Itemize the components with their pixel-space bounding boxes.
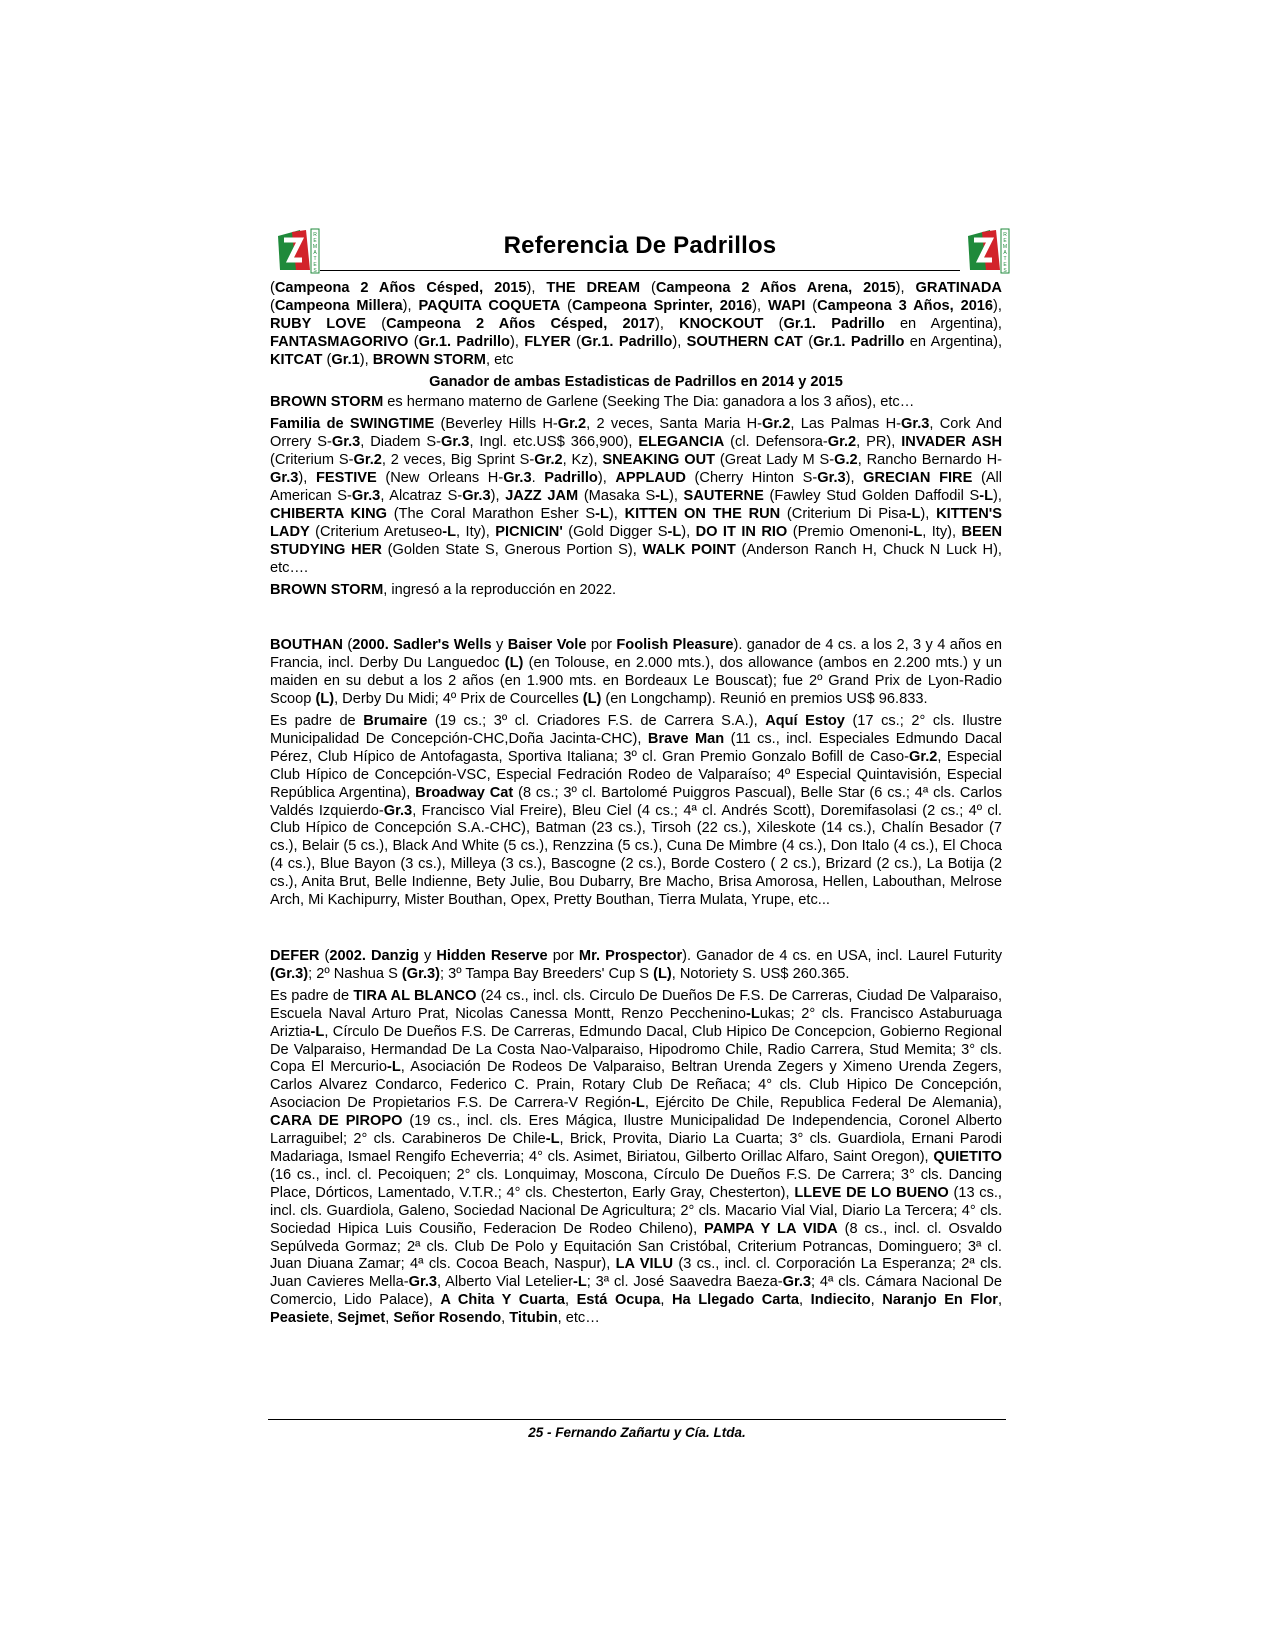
svg-text:R: R bbox=[1003, 232, 1007, 238]
zl-remates-logo-icon bbox=[960, 226, 1010, 276]
svg-text:E: E bbox=[313, 238, 317, 244]
intro-paragraph-5: BROWN STORM, ingresó a la reproducción en 2022. bbox=[270, 581, 617, 598]
svg-text:A: A bbox=[1003, 250, 1007, 256]
document-body bbox=[270, 280, 1002, 1332]
defer-paragraph-2: Es padre de TIRA AL BLANCO (24 cs., incl. cls. Circulo De Dueños De F.S. De Carreras, Ciudad De Valparaiso, Escuela Naval Arturo Prat, Nicolas Canessa Montt, Renzo Pecchenino-Lukas; 2° cls. Francisco Astaburuaga Ariztia-L, Círculo De Dueños F.S. De Carreras, Edmundo Dacal, Club Hipico De Concepcion, Gobierno Regional De Valparaiso, Hermandad De La Costa Nao-Valparaiso, Hipodromo Chile, Radio Carrera, Stud Memita; 3° cls. Copa El Mercurio-L, Asociación De Rodeos De Valparaiso, Beltran Urenda Zegers y Ximeno Urenda Zegers, Carlos Alvarez Condarco, Federico C. Prain, Rotary Club De Reñaca; 4° cls. Club Hipico De Concepción, Asociacion De Propietarios F.S. De Carrera-V Región-L, Ejército De Chile, Republica Federal De Alemania), CARA DE PIROPO (19 cs., incl. cls. Eres Mágica, Ilustre Municipalidad De Independencia, Coronel Alberto Larraguibel; 2° cls. Carabineros De Chile-L, Brick, Provita, Diario La Cuarta; 3° cls. Guardiola, Ernani Parodi Madariaga, Ismael Rengifo Echeverria; 4° cls. Asimet, Biriatou, Gilberto Orillac Alfaro, Saint Oregon), QUIETITO (16 cs., incl. cl. Pecoiquen; 2° cls. Lonquimay, Moscona, Círculo De Dueños F.S. De Carrera; 3° cls. Dancing Place, Dórticos, Lamentado, V.T.R.; 4° cls. Chesterton, Early Gray, Chesterton), LLEVE DE LO BUENO (13 cs., incl. cls. Guardiola, Galeno, Sociedad Nacional De Agricultura; 2° cls. Macario Vial Vial, Diario La Tercera; 4° cls. Sociedad Hipica Luis Cousiño, Federacion De Rodeo Chileno), PAMPA Y LA VIDA (8 cs., incl. cl. Osvaldo Sepúlveda Gormaz; 2ª cls. Club De Polo y Equitación San Cristóbal, Criterium Potrancas, Dominguero; 3ª cl. Juan Diuana Zamar; 4ª cls. Cocoa Beach, Naspur), LA VILU (3 cs., incl. cl. Corporación La Esperanza; 2ª cls. Juan Cavieres Mella-Gr.3, Alberto Vial Letelier-L; 3ª cl. José Saavedra Baeza-Gr.3; 4ª cls. Cámara Nacional De Comercio, Lido Palace), A Chita Y Cuarta, Está Ocupa, Ha Llegado Carta, Indiecito, Naranjo En Flor, Peasiete, Sejmet, Señor Rosendo, Titubin, etc… bbox=[270, 987, 1003, 1327]
page-title: Referencia De Padrillos bbox=[503, 232, 777, 259]
svg-text:M: M bbox=[1002, 244, 1008, 250]
svg-text:S: S bbox=[1003, 268, 1007, 274]
svg-text:T: T bbox=[313, 256, 317, 262]
footer-rule bbox=[268, 1419, 1006, 1420]
page-header bbox=[270, 226, 1010, 278]
svg-text:A: A bbox=[313, 250, 317, 256]
svg-text:M: M bbox=[312, 244, 318, 250]
intro-paragraph-4: Familia de SWINGTIME (Beverley Hills H-Gr.2, 2 veces, Santa Maria H-Gr.2, Las Palmas H-Gr.3, Cork And Orrery S-Gr.3, Diadem S-Gr.3, Ingl. etc.US$ 366,900), ELEGANCIA (cl. Defensora-Gr.2, PR), INVADER ASH (Criterium S-Gr.2, 2 veces, Big Sprint S-Gr.2, Kz), SNEAKING OUT (Great Lady M S-G.2, Rancho Bernardo H-Gr.3), FESTIVE (New Orleans H-Gr.3. Padrillo), APPLAUD (Cherry Hinton S-Gr.3), GRECIAN FIRE (All American S-Gr.3, Alcatraz S-Gr.3), JAZZ JAM (Masaka S-L), SAUTERNE (Fawley Stud Golden Daffodil S-L), CHIBERTA KING (The Coral Marathon Esher S-L), KITTEN ON THE RUN (Criterium Di Pisa-L), KITTEN'S LADY (Criterium Aretuseo-L, Ity), PICNICIN' (Gold Digger S-L), DO IT IN RIO (Premio Omenoni-L, Ity), BEEN STUDYING HER (Golden State S, Gnerous Portion S), WALK POINT (Anderson Ranch H, Chuck N Luck H), etc…. bbox=[270, 416, 1003, 576]
svg-text:E: E bbox=[1003, 262, 1007, 268]
bouthan-paragraph-1: BOUTHAN (2000. Sadler's Wells y Baiser Vole por Foolish Pleasure). ganador de 4 cs. a los 2, 3 y 4 años en Francia, incl. Derby Du Languedoc (L) (en Tolouse, en 2.000 mts.), dos allowance (ambos en 2.200 mts.) y un maiden en su debut a los 2 años (en 1.900 mts. en Bordeaux Le Bouscat); fue 2º Grand Prix de Lyon-Radio Scoop (L), Derby Du Midi; 4º Prix de Courcelles (L) (en Longchamp). Reunió en premios US$ 96.833. bbox=[270, 637, 1003, 708]
bouthan-paragraph-2: Es padre de Brumaire (19 cs.; 3º cl. Criadores F.S. de Carrera S.A.), Aquí Estoy (17 cs.; 2° cls. Ilustre Municipalidad De Concepción-CHC,Doña Jacinta-CHC), Brave Man (11 cs., incl. Especiales Edmundo Dacal Pérez, Club Hípico de Antofagasta, Sportiva Italiana; 3º cl. Gran Premio Gonzalo Bofill de Caso-Gr.2, Especial Club Hípico de Concepción-VSC, Especial Fedración Rodeo de Valparaíso; 4º Especial Quintavisión, Especial República Argentina), Broadway Cat (8 cs.; 3º cl. Bartolomé Puiggros Pascual), Belle Star (6 cs.; 4ª cls. Carlos Valdés Izquierdo-Gr.3, Francisco Vial Freire), Bleu Ciel (4 cs.; 4ª cl. Andrés Scott), Doremifasolasi (2 cs.; 4º cl. Club Hípico de Concepción S.A.-CHC), Batman (23 cs.), Tirsoh (22 cs.), Xileskote (14 cs.), Chalín Besador (7 cs.), Belair (5 cs.), Black And White (5 cs.), Renzzina (5 cs.), Cuna De Mimbre (4 cs.), Don Italo (4 cs.), El Choca (4 cs.), Blue Bayon (3 cs.), Milleya (3 cs.), Bascogne (2 cs.), Borde Costero ( 2 cs.), Brizard (2 cs.), La Botija (2 cs.), Anita Brut, Belle Indienne, Bety Julie, Bou Dubarry, Bre Macho, Brisa Amorosa, Hellen, Labouthan, Melrose Arch, Mi Kachipurry, Mister Bouthan, Opex, Pretty Bouthan, Tierra Mulata, Yrupe, etc... bbox=[270, 713, 1003, 909]
svg-text:E: E bbox=[313, 262, 317, 268]
svg-text:E: E bbox=[1003, 238, 1007, 244]
svg-text:T: T bbox=[1003, 256, 1007, 262]
intro-paragraph-3: BROWN STORM es hermano materno de Garlene (Seeking The Dia: ganadora a los 3 años), etc… bbox=[270, 394, 915, 411]
defer-paragraph-1: DEFER (2002. Danzig y Hidden Reserve por Mr. Prospector). Ganador de 4 cs. en USA, incl. Laurel Futurity (Gr.3); 2º Nashua S (Gr.3); 3º Tampa Bay Breeders' Cup S (L), Notoriety S. US$ 260.365. bbox=[270, 948, 1003, 982]
header-rule bbox=[320, 270, 960, 271]
intro-paragraph-2: Ganador de ambas Estadisticas de Padrillos en 2014 y 2015 bbox=[429, 373, 843, 390]
svg-text:R: R bbox=[313, 232, 317, 238]
svg-text:S: S bbox=[313, 268, 317, 274]
zl-remates-logo-icon bbox=[270, 226, 320, 276]
page-footer: 25 - Fernando Zañartu y Cía. Ltda. bbox=[528, 1425, 746, 1440]
intro-paragraph-1: (Campeona 2 Años Césped, 2015), THE DREAM (Campeona 2 Años Arena, 2015), GRATINADA (Campeona Millera), PAQUITA COQUETA (Campeona Sprinter, 2016), WAPI (Campeona 3 Años, 2016), RUBY LOVE (Campeona 2 Años Césped, 2017), KNOCKOUT (Gr.1. Padrillo en Argentina), FANTASMAGORIVO (Gr.1. Padrillo), FLYER (Gr.1. Padrillo), SOUTHERN CAT (Gr.1. Padrillo en Argentina), KITCAT (Gr.1), BROWN STORM, etc bbox=[270, 280, 1002, 368]
